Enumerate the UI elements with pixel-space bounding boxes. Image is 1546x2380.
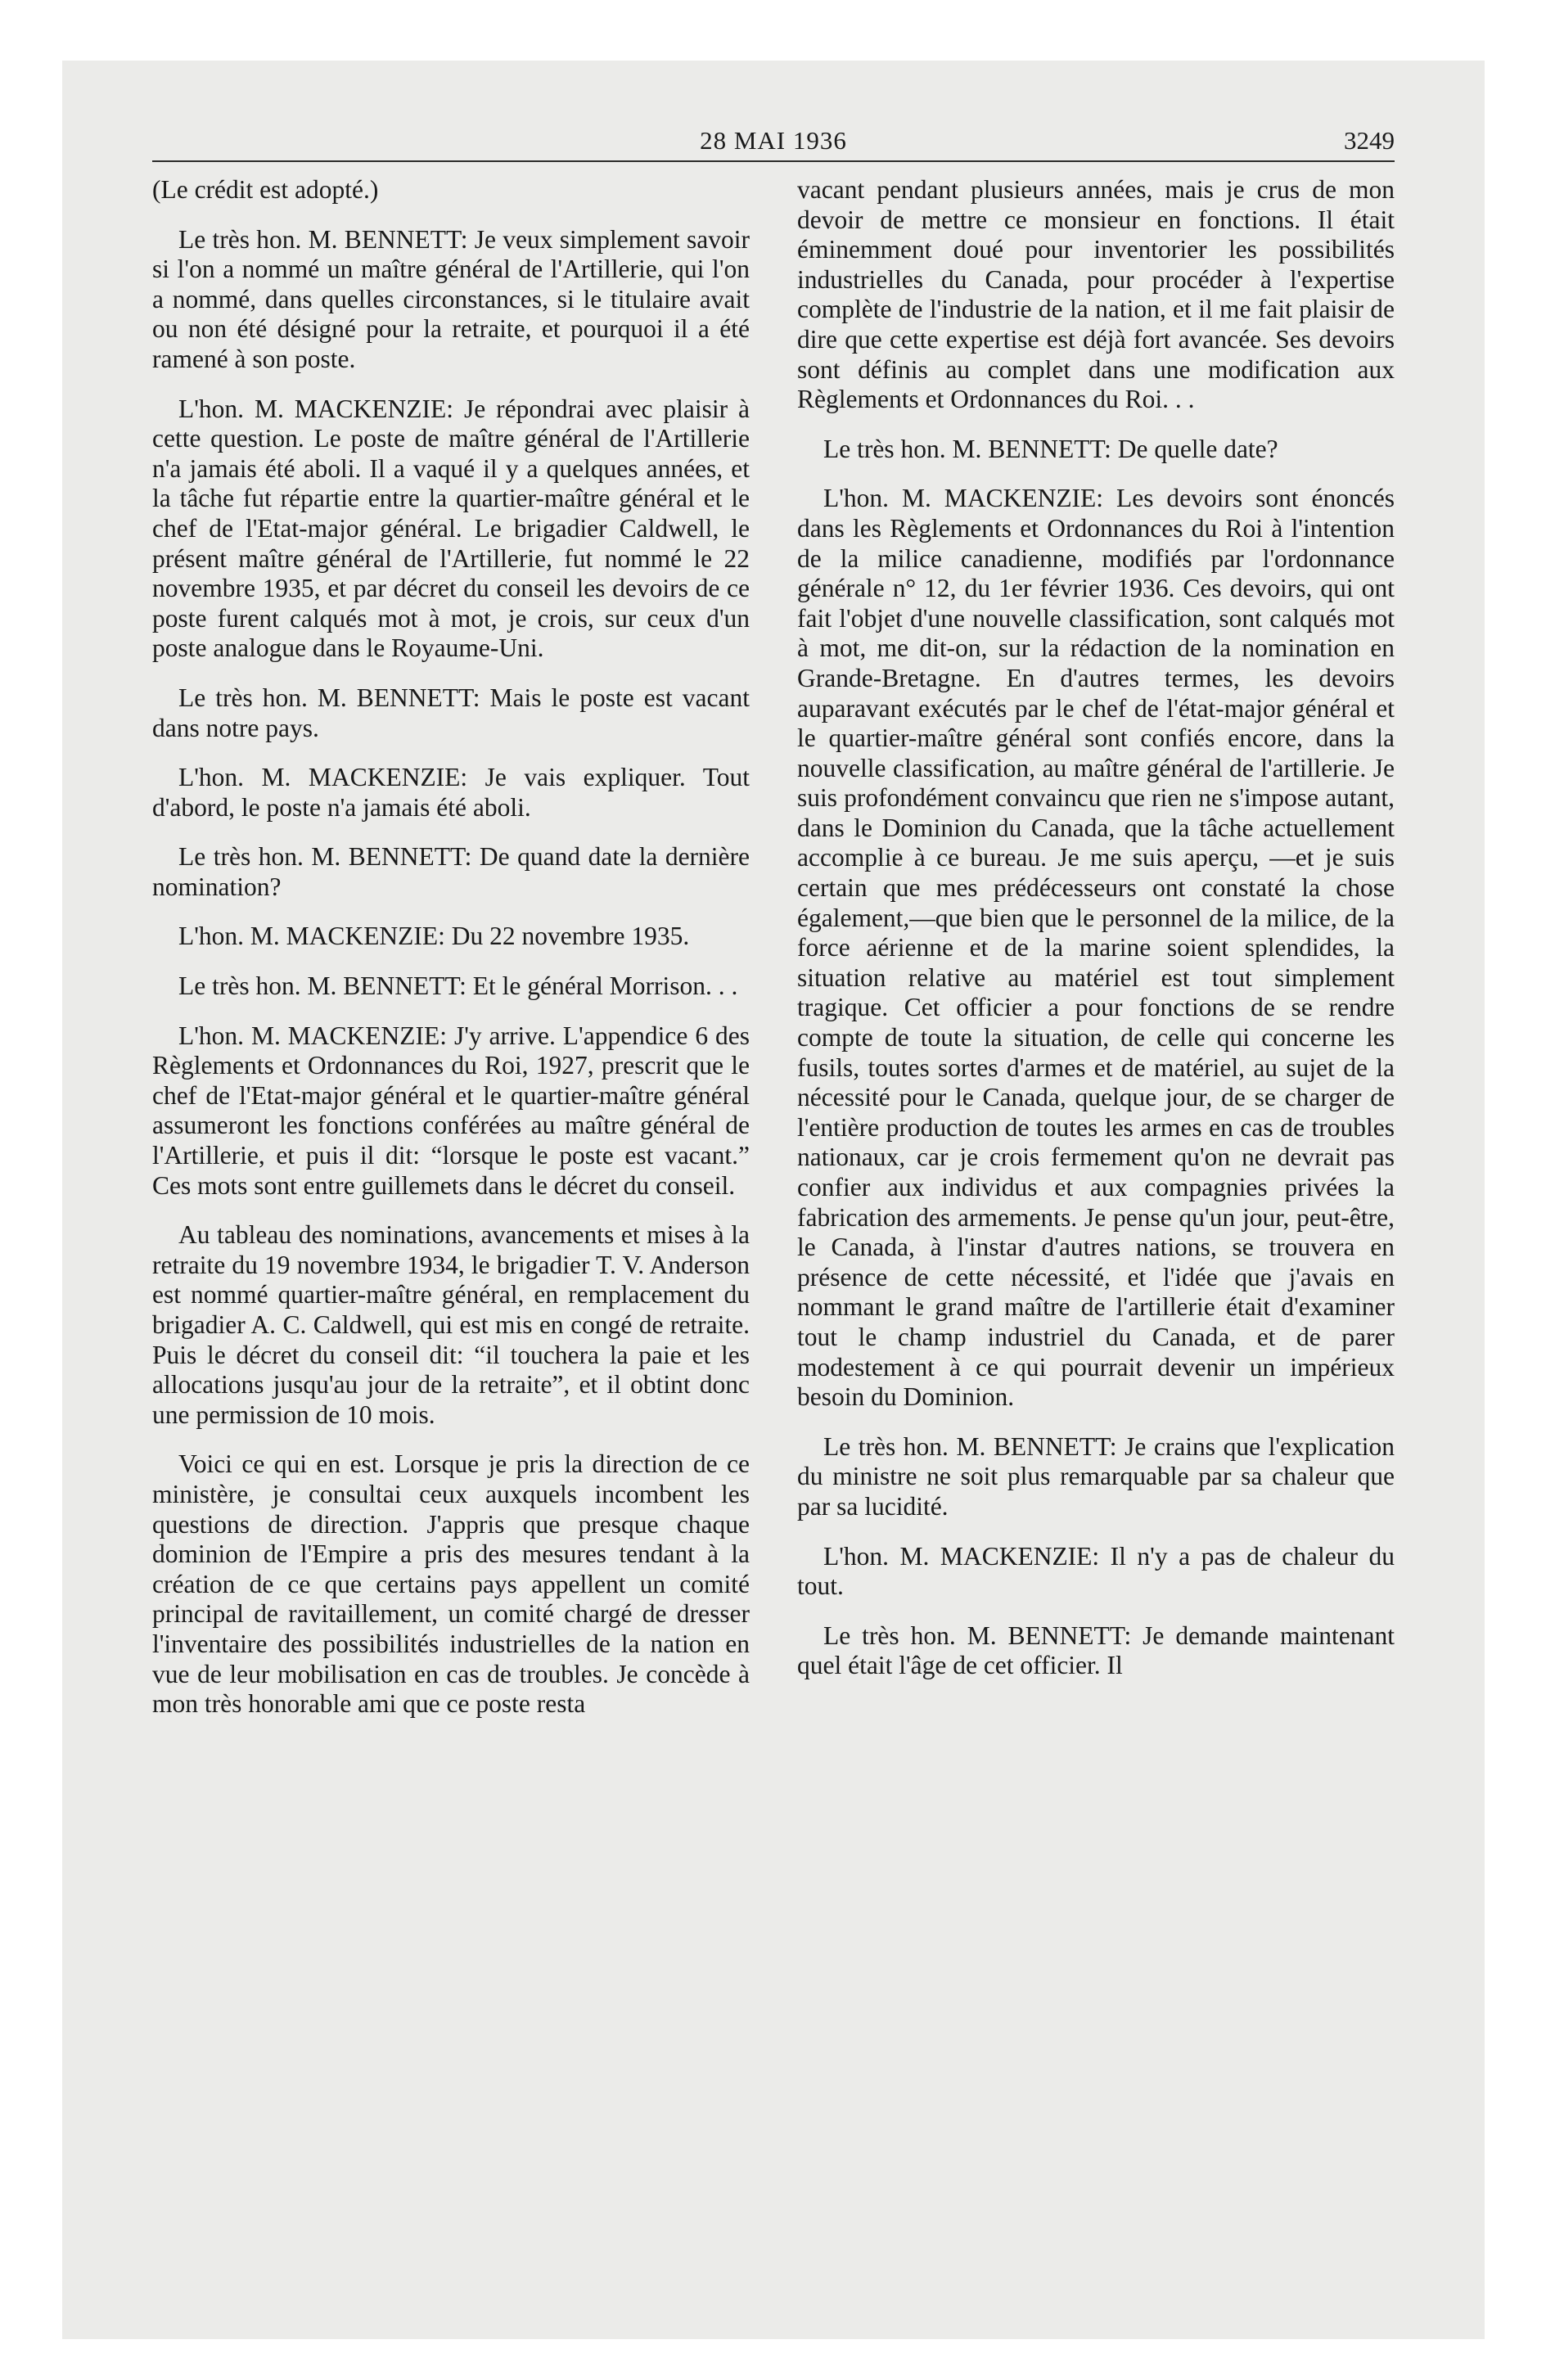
paragraph: L'hon. M. MACKENZIE: Il n'y a pas de chaleur du tout.: [797, 1541, 1395, 1601]
paragraph: L'hon. M. MACKENZIE: J'y arrive. L'appendice 6 des Règlements et Ordonnances du Roi, 1927, prescrit que le chef de l'Etat-major général et le quartier-maître général assumeront les fonctions conférées au maître général de l'Artillerie, et puis il dit: “lorsque le poste est vacant.” Ces mots sont entre guillemets dans le décret du conseil.: [152, 1021, 750, 1200]
left-column: [152, 175, 750, 1739]
paragraph: L'hon. M. MACKENZIE: Les devoirs sont énoncés dans les Règlements et Ordonnances du Roi à l'intention de la milice canadienne, modifiés par l'ordonnance générale n° 12, du 1er février 1936. Ces devoirs, qui ont fait l'objet d'une nouvelle classification, sont calqués mot à mot, me dit-on, sur la rédaction de la nomination en Grande-Bretagne. En d'autres termes, les devoirs auparavant exécutés par le chef de l'état-major général et le quartier-maître général sont confiés encore, dans la nouvelle classification, au maître général de l'artillerie. Je suis profondément convaincu que rien ne s'impose autant, dans le Dominion du Canada, que la tâche actuellement accomplie à ce bureau. Je me suis aperçu, —et je suis certain que mes prédécesseurs ont constaté la chose également,—que bien que le personnel de la milice, de la force aérienne et de la marine soient splendides, la situation relative au matériel est tout simplement tragique. Cet officier a pour fonctions de se rendre compte de toute la situation, de celle qui concerne les fusils, toutes sortes d'armes et de matériel, au sujet de la nécessité pour le Canada, quelque jour, de se charger de l'entière production de toutes les armes en cas de troubles nationaux, car je crois fermement qu'on ne devrait pas confier aux individus et aux compagnies privées la fabrication des armements. Je pense qu'un jour, peut-être, le Canada, à l'instar d'autres nations, se trouvera en présence de cette nécessité, et l'idée que j'avais en nommant le grand maître de l'artillerie était d'examiner tout le champ industriel du Canada, et de parer modestement à ce qui pourrait devenir un impérieux besoin du Dominion.: [797, 484, 1395, 1412]
header-date: 28 MAI 1936: [700, 126, 847, 155]
paragraph: Le très hon. M. BENNETT: De quelle date?: [823, 434, 1278, 463]
right-column: [797, 175, 1395, 1739]
paragraph: L'hon. M. MACKENZIE: Je répondrai avec plaisir à cette question. Le poste de maître général de l'Artillerie n'a jamais été aboli. Il a vaqué il y a quelques années, et la tâche fut répartie entre la quartier-maître général et le chef de l'Etat-major général. Le brigadier Caldwell, le présent maître général de l'Artillerie, fut nommé le 22 novembre 1935, et par décret du conseil les devoirs de ce poste furent calqués mot à mot, je crois, sur ceux d'un poste analogue dans le Royaume-Uni.: [152, 394, 750, 663]
paragraph: Le très hon. M. BENNETT: Je demande maintenant quel était l'âge de cet officier. Il: [797, 1620, 1395, 1680]
text-columns: [152, 175, 1395, 1739]
paragraph: Le très hon. M. BENNETT: Et le général Morrison. . .: [178, 971, 738, 1001]
paragraph: (Le crédit est adopté.): [152, 175, 379, 204]
page: [152, 115, 1395, 2259]
paragraph: Voici ce qui en est. Lorsque je pris la direction de ce ministère, je consultai ceux auxquels incombent les questions de direction. J'appris que presque chaque dominion de l'Empire a pris des mesures tendant à la création de ce que certains pays appellent un comité principal de ravitaillement, un comité chargé de dresser l'inventaire des possibilités industrielles de la nation en vue de leur mobilisation en cas de troubles. Je concède à mon très honorable ami que ce poste resta: [152, 1449, 750, 1719]
page-number: 3249: [1344, 126, 1395, 155]
paragraph: Au tableau des nominations, avancements et mises à la retraite du 19 novembre 1934, le brigadier T. V. Anderson est nommé quartier-maître général, en remplacement du brigadier A. C. Caldwell, qui est mis en congé de retraite. Puis le décret du conseil dit: “il touchera la paie et les allocations jusqu'au jour de la retraite”, et il obtint donc une permission de 10 mois.: [152, 1220, 750, 1429]
paragraph: Le très hon. M. BENNETT: Je crains que l'explication du ministre ne soit plus remarquable par sa chaleur que par sa lucidité.: [797, 1431, 1395, 1521]
paragraph: L'hon. M. MACKENZIE: Je vais expliquer. Tout d'abord, le poste n'a jamais été aboli.: [152, 763, 750, 822]
paragraph: L'hon. M. MACKENZIE: Du 22 novembre 1935.: [178, 922, 690, 951]
page-header: [152, 115, 1395, 162]
paragraph: Le très hon. M. BENNETT: Je veux simplement savoir si l'on a nommé un maître général de l'Artillerie, qui l'on a nommé, dans quelles circonstances, si le titulaire avait ou non été désigné pour la retraite, et pourquoi il a été ramené à son poste.: [152, 224, 750, 373]
paragraph: Le très hon. M. BENNETT: De quand date la dernière nomination?: [152, 842, 750, 901]
paragraph: Le très hon. M. BENNETT: Mais le poste est vacant dans notre pays.: [152, 683, 750, 742]
paragraph: vacant pendant plusieurs années, mais je crus de mon devoir de mettre ce monsieur en fonctions. Il était éminemment doué pour inventorier les possibilités industrielles du Canada, pour procéder à l'expertise complète de l'industrie de la nation, et il me fait plaisir de dire que cette expertise est déjà fort avancée. Ses devoirs sont définis au complet dans une modification aux Règlements et Ordonnances du Roi. . .: [797, 175, 1395, 414]
